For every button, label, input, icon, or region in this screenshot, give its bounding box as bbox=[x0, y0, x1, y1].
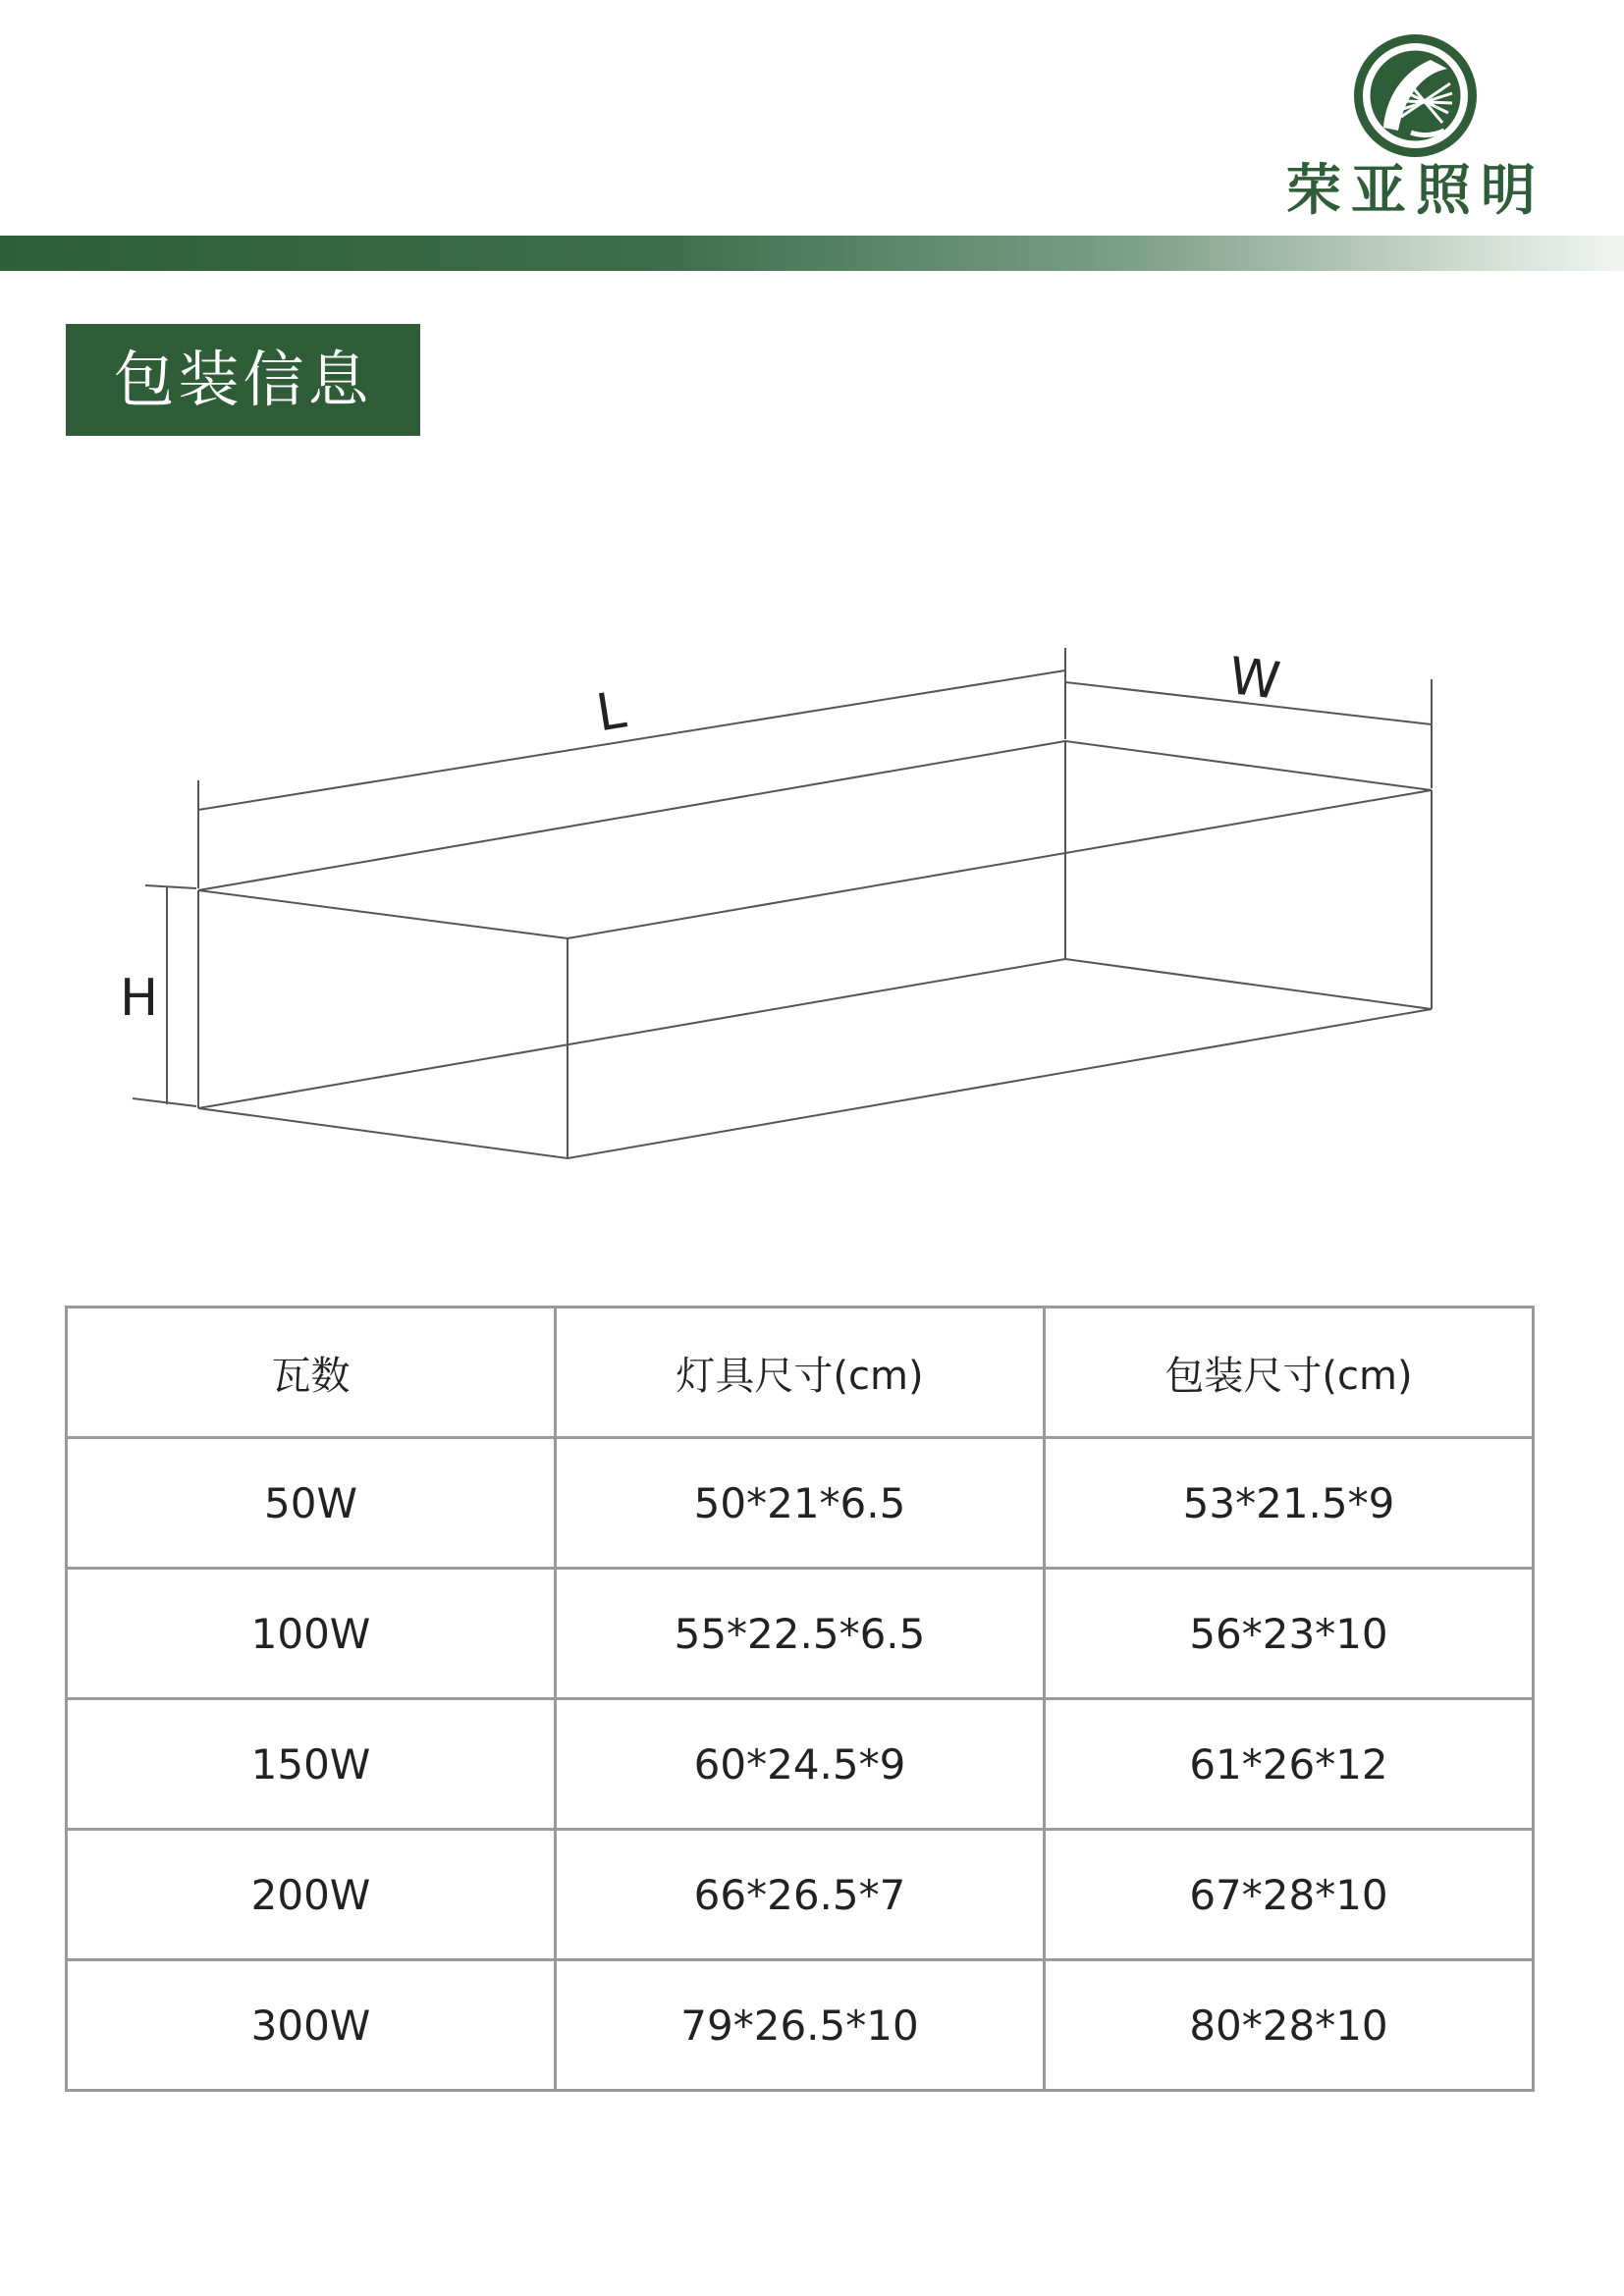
section-title: 包装信息 bbox=[66, 324, 420, 436]
packaging-spec-table bbox=[65, 1306, 1535, 2092]
table-cell: 61*26*12 bbox=[1045, 1699, 1534, 1830]
table-cell: 150W bbox=[67, 1699, 556, 1830]
width-label: W bbox=[1225, 647, 1283, 712]
length-dimension-line bbox=[198, 670, 1065, 810]
table-row bbox=[67, 1960, 1534, 2091]
length-label: L bbox=[592, 680, 630, 744]
table-cell: 50W bbox=[67, 1438, 556, 1569]
table-row bbox=[67, 1569, 1534, 1699]
box-top-face bbox=[198, 741, 1432, 938]
box-bottom-back-edges bbox=[198, 959, 1432, 1108]
table-header-cell: 包装尺寸(cm) bbox=[1045, 1308, 1534, 1438]
table-header-cell: 瓦数 bbox=[67, 1308, 556, 1438]
table-cell: 55*22.5*6.5 bbox=[556, 1569, 1045, 1699]
table-cell: 60*24.5*9 bbox=[556, 1699, 1045, 1830]
table-cell: 200W bbox=[67, 1830, 556, 1960]
table-cell: 66*26.5*7 bbox=[556, 1830, 1045, 1960]
table-header-cell: 灯具尺寸(cm) bbox=[556, 1308, 1045, 1438]
table-cell: 80*28*10 bbox=[1045, 1960, 1534, 2091]
table-cell: 300W bbox=[67, 1960, 556, 2091]
brand-name: 荣亚照明 bbox=[1286, 159, 1545, 223]
height-extension-bottom bbox=[133, 1098, 196, 1106]
table-cell: 53*21.5*9 bbox=[1045, 1438, 1534, 1569]
table-cell: 100W bbox=[67, 1569, 556, 1699]
table-row bbox=[67, 1830, 1534, 1960]
table-header-row bbox=[67, 1308, 1534, 1438]
box-dimension-diagram bbox=[0, 609, 1624, 1217]
header-band bbox=[0, 236, 1624, 271]
table-cell: 79*26.5*10 bbox=[556, 1960, 1045, 2091]
table-cell: 50*21*6.5 bbox=[556, 1438, 1045, 1569]
table-cell: 56*23*10 bbox=[1045, 1569, 1534, 1699]
box-bottom-front-edges bbox=[198, 1009, 1432, 1158]
table-cell: 67*28*10 bbox=[1045, 1830, 1534, 1960]
table-row bbox=[67, 1438, 1534, 1569]
height-label: H bbox=[120, 969, 159, 1028]
table-row bbox=[67, 1699, 1534, 1830]
height-extension-top bbox=[145, 885, 196, 888]
palm-leaf-circle-logo-icon bbox=[1354, 34, 1477, 157]
